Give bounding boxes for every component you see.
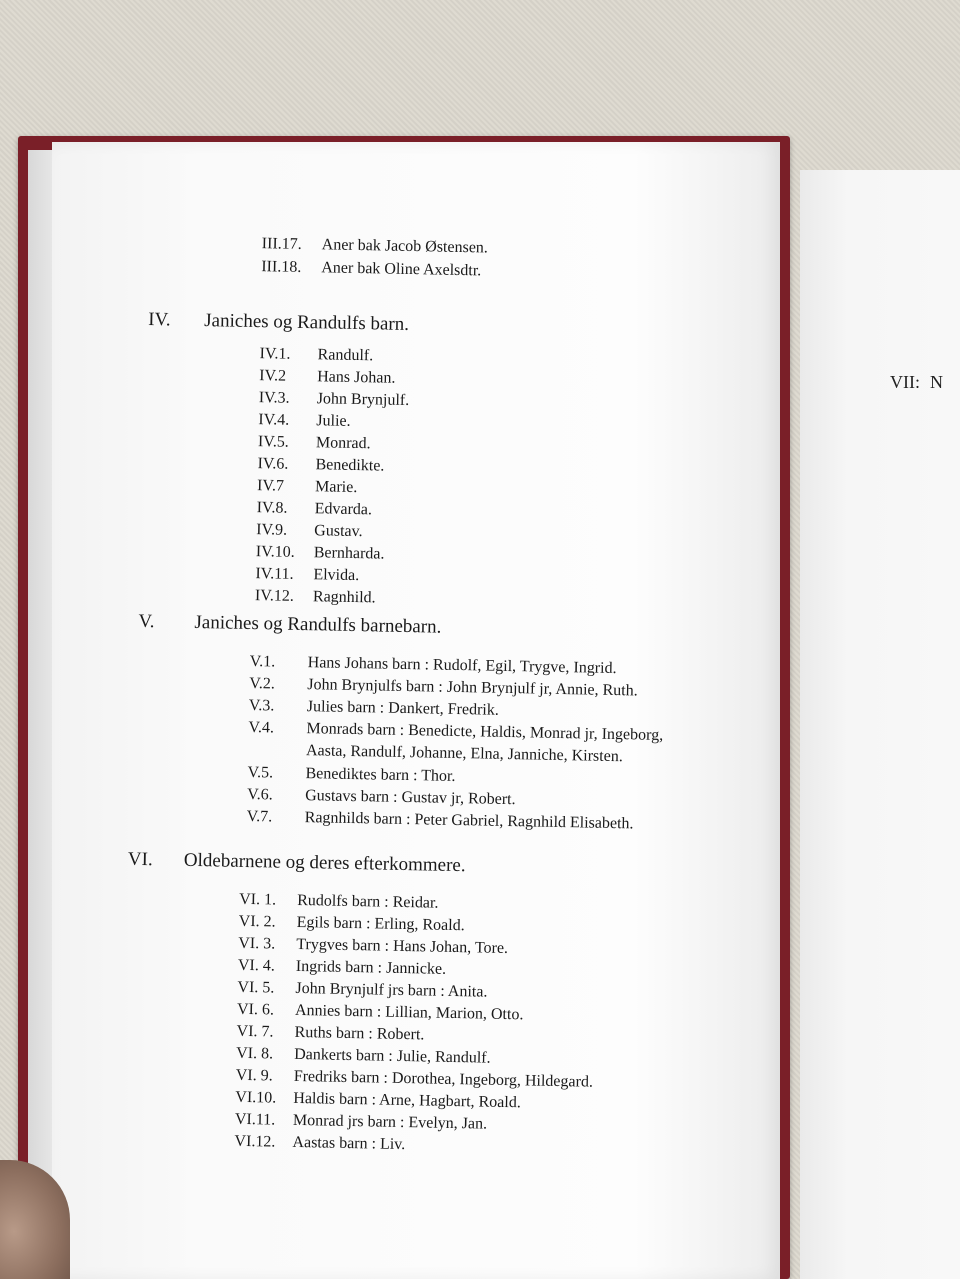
toc-item-number: VI. 9. (235, 1066, 273, 1085)
toc-item-text: Fredriks barn : Dorothea, Ingeborg, Hildegard. (293, 1067, 594, 1091)
toc-item-number: VI.11. (234, 1110, 276, 1129)
right-heading-text: N (930, 372, 943, 392)
toc-item-text: Ragnhilds barn : Peter Gabriel, Ragnhild Elisabeth. (304, 809, 634, 833)
toc-item-text: Randulf. (317, 346, 374, 365)
section-number: V. (138, 610, 155, 633)
toc-item-text: Dankerts barn : Julie, Randulf. (294, 1045, 491, 1067)
section-number: IV. (148, 308, 171, 331)
toc-item-text: Aasta, Randulf, Johanne, Elna, Janniche, Kirsten. (305, 742, 623, 766)
toc-item-text: Bernharda. (313, 544, 385, 563)
toc-item-text: Marie. (314, 478, 358, 497)
toc-item-text: Rudolfs barn : Reidar. (296, 891, 439, 912)
toc-item-number: VI.12. (234, 1132, 276, 1151)
toc-item-text: Egils barn : Erling, Roald. (296, 913, 465, 935)
toc-item-number: IV.11. (255, 565, 294, 583)
toc-item-text: Gustav. (314, 522, 363, 541)
toc-item-number: IV.10. (255, 543, 295, 561)
section-number: VI. (127, 848, 153, 871)
section-title: Oldebarnene og deres efterkommere. (183, 849, 466, 877)
toc-item-number: VI. 3. (238, 934, 276, 953)
toc-item-text: Hans Johan. (317, 368, 396, 387)
toc-item-number: IV.5. (257, 433, 289, 451)
toc-item-number: VI. 6. (236, 1000, 275, 1019)
toc-item-text: Benediktes barn : Thor. (305, 765, 456, 785)
toc-item-number: V.2. (249, 674, 275, 693)
section-title: Janiches og Randulfs barn. (204, 310, 410, 335)
toc-item-number: IV.3. (258, 389, 290, 407)
toc-item-text: Ruths barn : Robert. (294, 1023, 425, 1044)
toc-item-number: V.4. (248, 718, 275, 737)
toc-item-number: IV.7 (256, 477, 285, 495)
toc-item-text: John Brynjulf. (316, 390, 410, 410)
section-title: Janiches og Randulfs barnebarn. (194, 611, 442, 638)
toc-item-text: John Brynjulfs barn : John Brynjulf jr, Annie, Ruth. (307, 676, 638, 700)
right-heading-num: VII: (890, 372, 920, 392)
toc-item-text: Annies barn : Lillian, Marion, Otto. (294, 1001, 524, 1024)
toc-item-number: III.17. (261, 235, 302, 253)
toc-item-number: VI. 4. (237, 956, 275, 975)
toc-item-number: IV.4. (258, 411, 290, 429)
toc-item-text: Monrad jrs barn : Evelyn, Jan. (292, 1111, 488, 1133)
toc-item-number: IV.2 (259, 367, 287, 385)
toc-item-number: III.18. (261, 258, 302, 276)
toc-item-number: VI. 7. (236, 1022, 274, 1041)
toc-item-number: V.1. (249, 652, 276, 671)
toc-item-text: Benedikte. (315, 456, 385, 475)
toc-item-text: Gustavs barn : Gustav jr, Robert. (305, 787, 516, 809)
toc-item-number: VI. 1. (239, 890, 277, 909)
toc-item-text: Edvarda. (314, 500, 373, 519)
toc-item-number: VI. 5. (237, 978, 275, 997)
toc-item-text: Hans Johans barn : Rudolf, Egil, Trygve, Ingrid. (307, 654, 617, 678)
toc-item-number: IV.8. (256, 499, 288, 517)
toc-item-text: Aner bak Jacob Østensen. (321, 236, 489, 257)
toc-item-text: Haldis barn : Arne, Hagbart, Roald. (293, 1089, 521, 1112)
toc-item-number: VI. 2. (238, 912, 276, 931)
toc-item-text: Trygves barn : Hans Johan, Tore. (296, 935, 509, 958)
toc-item-number: V.6. (247, 785, 273, 804)
toc-item-number: IV.6. (257, 455, 289, 473)
toc-item-text: John Brynjulf jrs barn : Anita. (295, 979, 488, 1001)
toc-item-number: V.5. (247, 763, 274, 782)
toc-item-number: VI. 8. (236, 1044, 274, 1063)
toc-item-text: Julie. (316, 412, 351, 430)
toc-item-text: Julies barn : Dankert, Fredrik. (306, 698, 499, 719)
toc-item-text: Monrads barn : Benedicte, Haldis, Monrad jr, Ingeborg, (306, 720, 664, 744)
toc-item-number: IV.1. (259, 345, 291, 363)
toc-item-text: Aastas barn : Liv. (292, 1133, 406, 1154)
toc-item-text: Elvida. (313, 566, 360, 585)
toc-item-number: IV.12. (254, 587, 294, 605)
toc-item-text: Ragnhild. (312, 588, 376, 607)
toc-item-number: VI.10. (235, 1088, 277, 1107)
toc-item-number: IV.9. (256, 521, 288, 539)
toc-item-text: Ingrids barn : Jannicke. (295, 957, 447, 978)
toc-item-text: Monrad. (315, 434, 371, 453)
toc-item-text: Aner bak Oline Axelsdtr. (321, 259, 482, 280)
toc-item-number: V.3. (248, 696, 275, 715)
toc-item-number: V.7. (246, 807, 273, 826)
